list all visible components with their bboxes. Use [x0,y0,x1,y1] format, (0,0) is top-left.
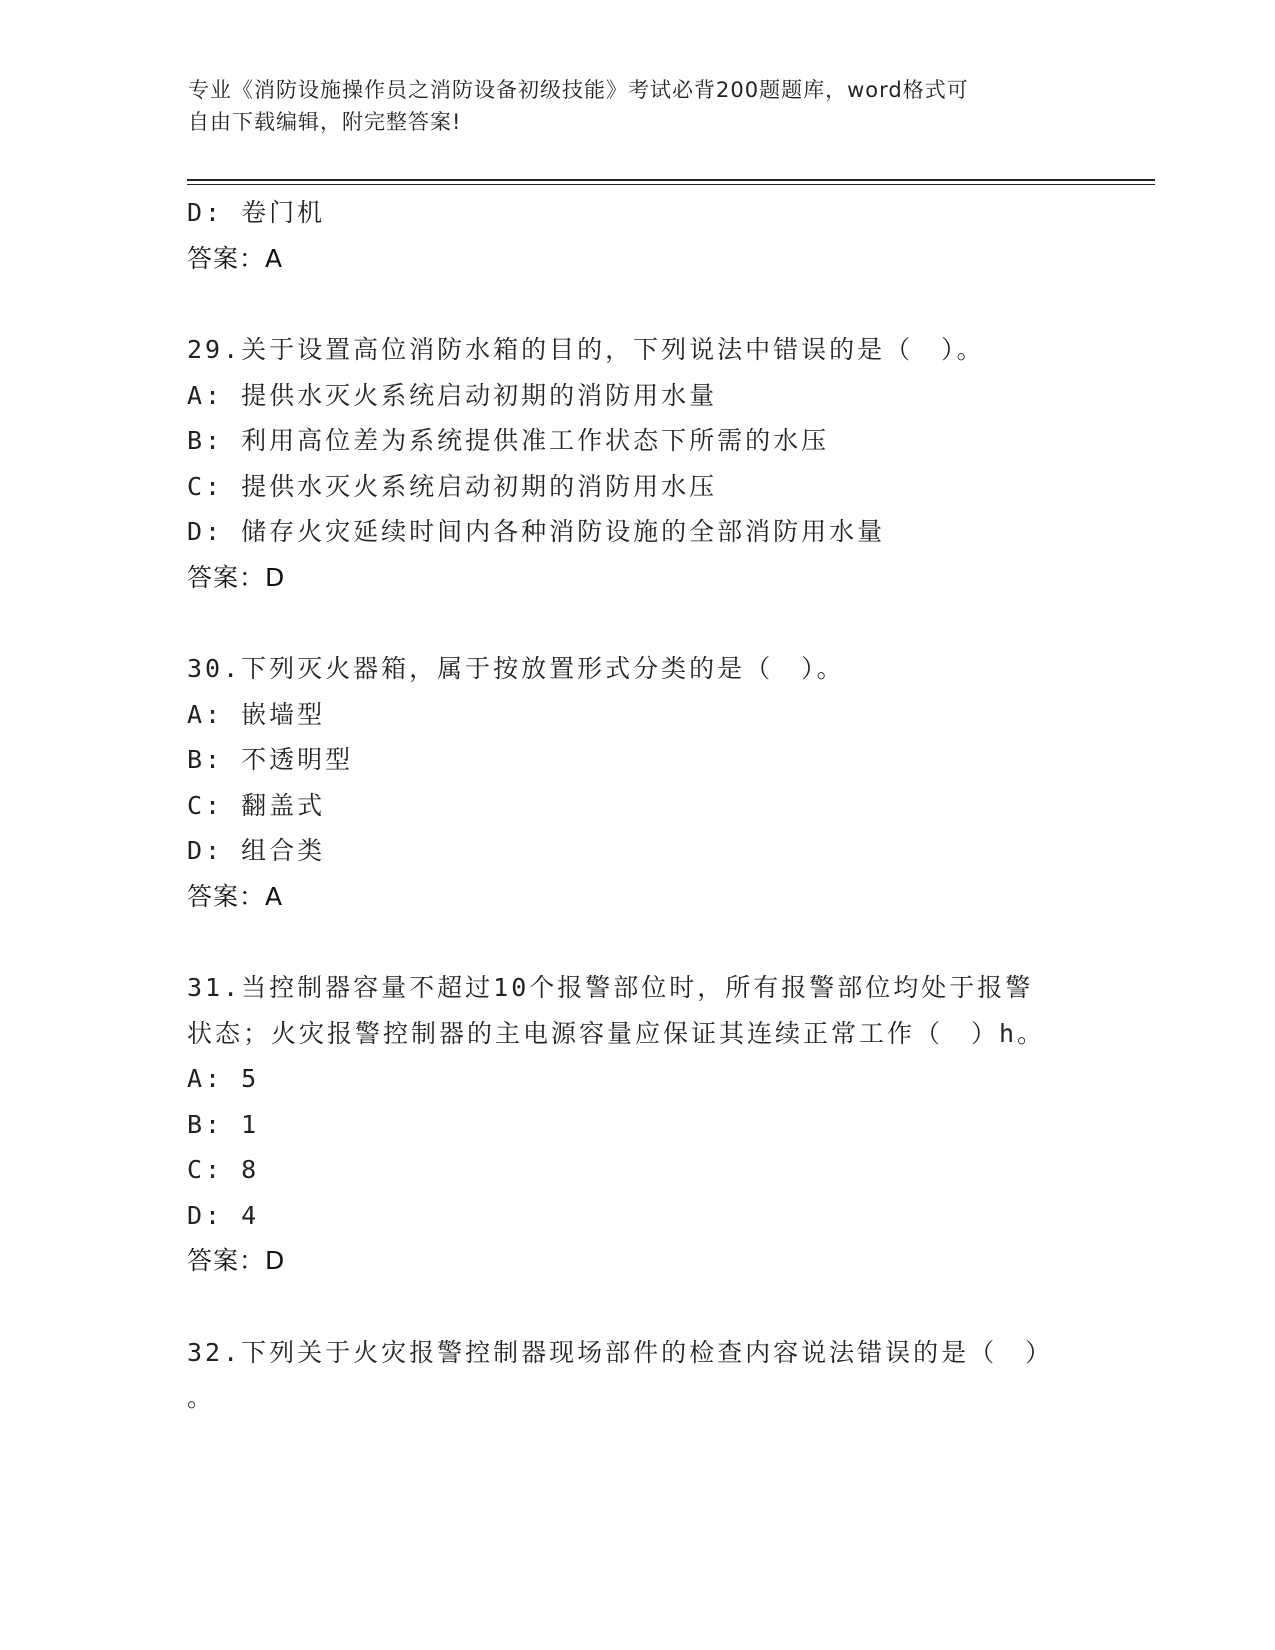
option-c: C: 8 [187,1155,260,1184]
answer-line: 答案：A [187,881,284,911]
question-31 [187,965,1087,1284]
spacer [187,919,1087,965]
header-rule-thin [187,184,1155,185]
question-stem: 29.关于设置高位消防水箱的目的，下列说法中错误的是（ ）。 [187,335,985,364]
document-header [188,74,1068,138]
option-d: D: 4 [187,1200,260,1230]
option-b: B: 1 [187,1109,260,1139]
question-28-tail [187,190,1087,281]
option-a: A: 嵌墙型 [187,699,326,729]
header-title-line-2: 自由下载编辑，附完整答案! [188,110,462,134]
option-d: D: 组合类 [187,836,326,865]
answer-line: 答案：D [187,1246,286,1275]
answer-line: 答案：A [187,243,284,273]
question-29 [187,327,1087,600]
question-32 [187,1330,1087,1421]
option-d: D: 储存火灾延续时间内各种消防设施的全部消防用水量 [187,517,886,546]
header-title-line-1: 专业《消防设施操作员之消防设备初级技能》考试必背200题题库，word格式可 [188,78,969,102]
question-stem-line-2: 。 [187,1383,216,1412]
option-d: D: 卷门机 [187,198,326,227]
question-content [187,190,1087,1421]
header-rule-thick [187,179,1155,181]
answer-line: 答案：D [187,562,286,592]
option-c: C: 翻盖式 [187,790,326,820]
spacer [187,1284,1087,1330]
option-a: A: 提供水灭火系统启动初期的消防用水量 [187,380,718,410]
question-stem: 30.下列灭火器箱，属于按放置形式分类的是（ ）。 [187,654,845,683]
spacer [187,281,1087,327]
question-stem-line-1: 31.当控制器容量不超过10个报警部位时，所有报警部位均处于报警 [187,973,1034,1002]
question-30 [187,646,1087,919]
option-b: B: 利用高位差为系统提供准工作状态下所需的水压 [187,426,830,455]
spacer [187,600,1087,646]
option-b: B: 不透明型 [187,745,354,774]
question-stem-line-1: 32.下列关于火灾报警控制器现场部件的检查内容说法错误的是（ ） [187,1337,1054,1367]
question-stem-line-2: 状态；火灾报警控制器的主电源容量应保证其连续正常工作（ ）h。 [187,1018,1046,1048]
option-a: A: 5 [187,1064,260,1093]
option-c: C: 提供水灭火系统启动初期的消防用水压 [187,471,718,501]
